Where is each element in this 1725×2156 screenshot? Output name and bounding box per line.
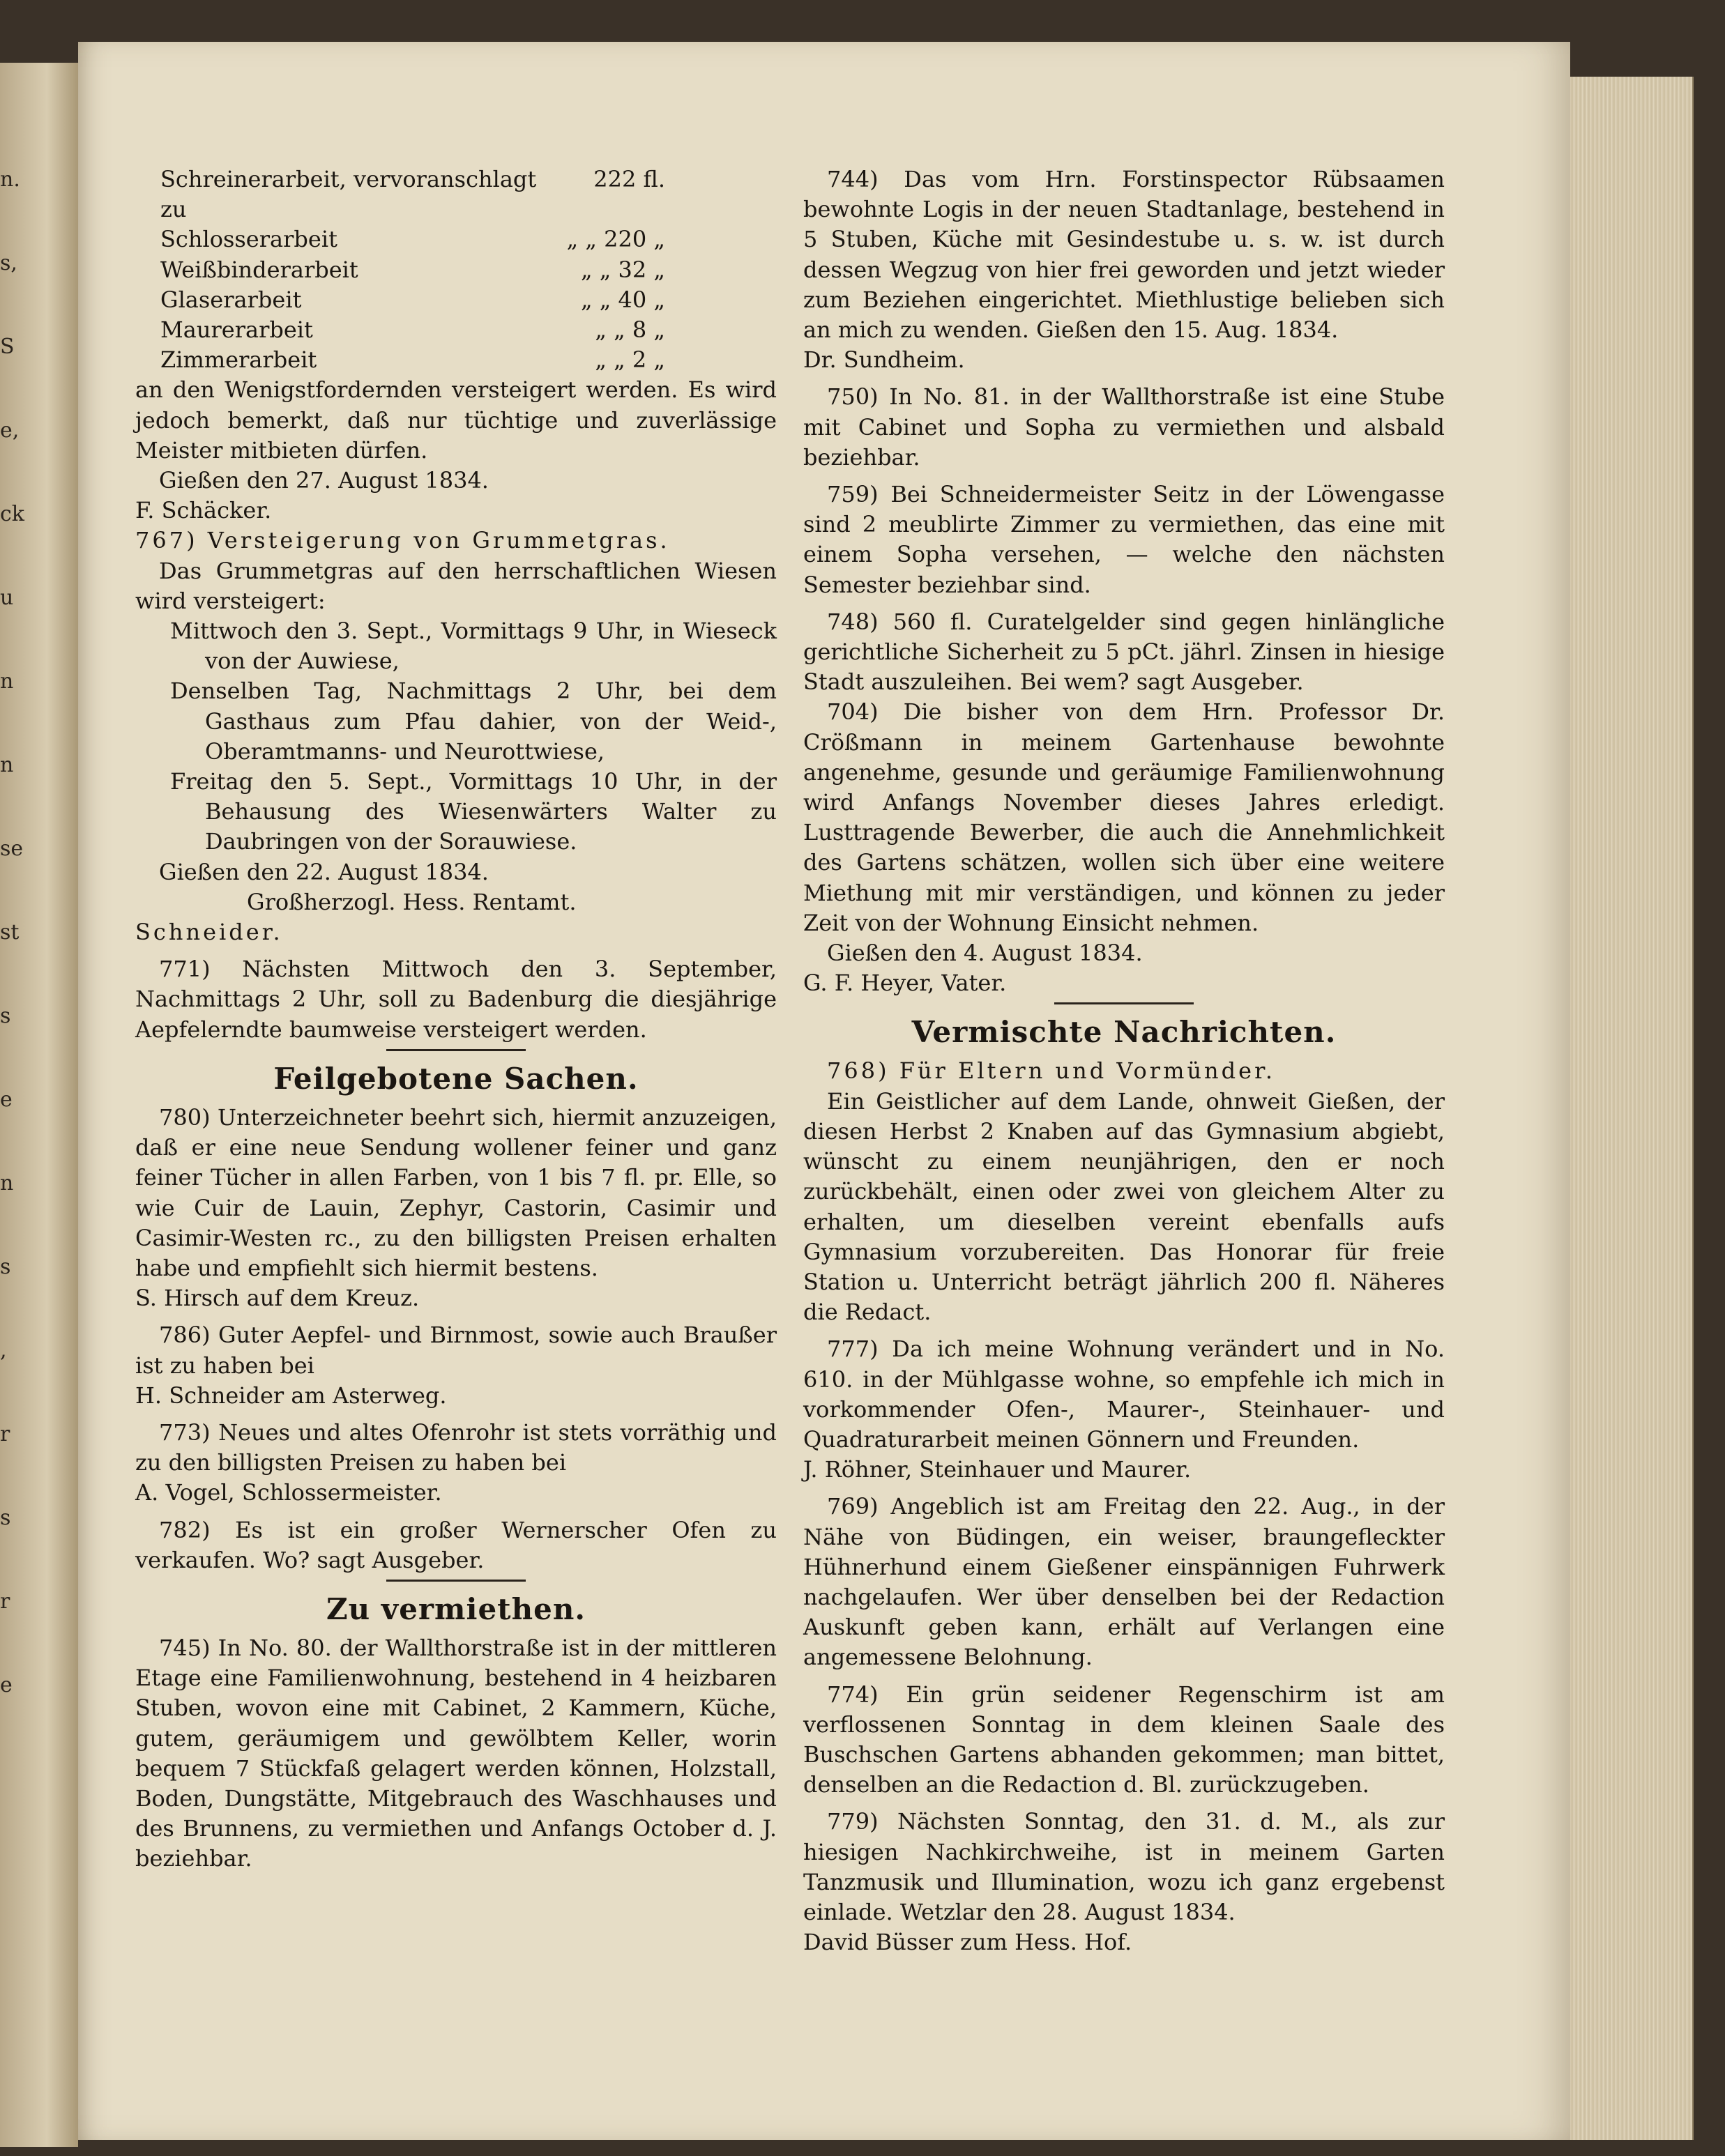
cost-table-row [135, 315, 777, 345]
cost-table-value: „ „ 32 „ [581, 256, 665, 283]
cost-table-item: Glaserarbeit [160, 286, 302, 313]
previous-page-fragment: n [0, 669, 14, 694]
notice-767-signature: Schneider. [135, 919, 283, 946]
cost-table-item: Schlosserarbeit [160, 226, 337, 253]
previous-page-fragment: se [0, 836, 24, 861]
notice-767-intro: Das Grummetgras auf den herrschaftlichen Wiesen wird versteigert: [135, 557, 777, 614]
notice-782: 782) Es ist ein großer Wernerscher Ofen zu verkaufen. Wo? sagt Ausgeber. [135, 1516, 777, 1573]
notice-767-date: Gießen den 22. August 1834. [159, 858, 489, 885]
previous-page-fragment: S [0, 335, 15, 359]
notice-771: 771) Nächsten Mittwoch den 3. September, Nachmittags 2 Uhr, soll zu Badenburg die diesjährige Aepfelerndte baumweise versteigert werden. [135, 956, 777, 1043]
cost-table-value: „ „ 220 „ [566, 226, 665, 253]
notice-767-item: Mittwoch den 3. Sept., Vormittags 9 Uhr, in Wieseck von der Auwiese, [170, 618, 777, 675]
previous-page-fragment: st [0, 920, 20, 945]
notice-786-signature: H. Schneider am Asterweg. [135, 1382, 447, 1409]
heading-zu-vermiethen: Zu vermiethen. [326, 1591, 586, 1626]
previous-page-fragment: r [0, 1589, 10, 1614]
previous-page-text-fragments [0, 63, 78, 2147]
notice-767-item: Freitag den 5. Sept., Vormittags 10 Uhr, in der Behausung des Wiesenwärters Walter zu Daubringen von der Sorauwiese. [170, 768, 777, 855]
cost-table-item: Zimmerarbeit [160, 346, 317, 374]
notice-768: Ein Geistlicher auf dem Lande, ohnweit Gießen, der diesen Herbst 2 Knaben auf das Gymnasium abgiebt, wünscht zu einem neunjährigen, den er noch zurückbehält, einen oder zwei von gleichem Alter zu erhalten, um dieselben vereint ebenfalls aufs Gymnasium vorzubereiten. Das Honorar für freie Station u. Unterricht beträgt jährlich 200 fl. Näheres die Redact. [803, 1087, 1445, 1326]
cost-table-row [135, 285, 777, 315]
previous-page-fragment: e [0, 1087, 13, 1112]
previous-page-fragment: n [0, 1171, 14, 1195]
previous-page-fragment: ck [0, 502, 24, 526]
cost-table-row [135, 255, 777, 285]
notice-767-office: Großherzogl. Hess. Rentamt. [247, 888, 577, 915]
cost-table-value: „ „ 40 „ [581, 286, 665, 313]
cost-table-item: Schreinerarbeit, vervoranschlagt zu [160, 166, 537, 223]
notice-767-item: Denselben Tag, Nachmittags 2 Uhr, bei dem Gasthaus zum Pfau dahier, von der Weid-, Oberamtmanns- und Neurottwiese, [170, 678, 777, 765]
notice-744: 744) Das vom Hrn. Forstinspector Rübsaamen bewohnte Logis in der neuen Stadtanlage, bestehend in 5 Stuben, Küche mit Gesindestube u. s. w. ist durch dessen Wegzug von hier frei geworden und jetzt wieder zum Beziehen eingerichtet. Miethlustige belieben sich an mich zu wenden. Gießen den 15. Aug. 1834. [803, 166, 1445, 344]
previous-page-fragment: s [0, 1506, 11, 1530]
right-column [803, 165, 1445, 1957]
previous-page-fragment: , [0, 1338, 7, 1363]
cost-table-row [135, 224, 777, 254]
notice-704-signature: G. F. Heyer, Vater. [803, 970, 1007, 997]
previous-page-fragment: n. [0, 167, 20, 192]
section-divider [1054, 1002, 1194, 1004]
notice-704: 704) Die bisher von dem Hrn. Professor Dr. Crößmann in meinem Gartenhause bewohnte angenehme, gesunde und geräumige Familienwohnung wird Anfangs November dieses Jahres erledigt. Lusttragende Bewerber, die auch die Annehmlichkeit des Gartens schätzen, wollen sich über eine weitere Miethung mit mir verständigen, und können zu jeder Zeit von der Wohnung Einsicht nehmen. [803, 698, 1445, 936]
notice-773: 773) Neues und altes Ofenrohr ist stets vorräthig und zu den billigsten Preisen zu haben bei [135, 1419, 777, 1476]
cost-table-row [135, 345, 777, 375]
notice-780: 780) Unterzeichneter beehrt sich, hiermit anzuzeigen, daß er eine neue Sendung wollener feiner und ganz feiner Tücher in allen Farben, von 1 bis 7 fl. pr. Elle, so wie Cuir de Lauin, Zephyr, Castorin, Casimir und Casimir-Westen rc., zu den billigsten Preisen erhalten habe und empfiehlt sich hiermit bestens. [135, 1103, 777, 1281]
heading-vermischte-nachrichten: Vermischte Nachrichten. [911, 1015, 1337, 1050]
notice-780-signature: S. Hirsch auf dem Kreuz. [135, 1285, 420, 1312]
notice-773-signature: A. Vogel, Schlossermeister. [135, 1479, 442, 1506]
left-column [135, 165, 777, 1874]
notice-759: 759) Bei Schneidermeister Seitz in der Löwengasse sind 2 meublirte Zimmer zu vermiethen, das eine mit einem Sopha versehen, — welche den nächsten Semester beziehbar sind. [803, 481, 1445, 598]
cost-table-row [135, 165, 777, 224]
notice-774: 774) Ein grün seidener Regenschirm ist am verflossenen Sonntag in dem kleinen Saale des Buschschen Gartens abhanden gekommen; man bittet, denselben an die Redaction d. Bl. zurückzugeben. [803, 1681, 1445, 1798]
notice-779: 779) Nächsten Sonntag, den 31. d. M., als zur hiesigen Nachkirchweihe, ist in meinem Garten Tanzmusik und Illumination, wozu ich ganz ergebenst einlade. Wetzlar den 28. August 1834. [803, 1808, 1445, 1925]
notice-748: 748) 560 fl. Curatelgelder sind gegen hinlängliche gerichtliche Sicherheit zu 5 pCt. jährl. Zinsen in hiesige Stadt auszuleihen. Bei wem? sagt Ausgeber. [803, 608, 1445, 696]
notice-tendering-date: Gießen den 27. August 1834. [159, 467, 489, 494]
previous-page-fragment: e, [0, 418, 20, 443]
notice-744-signature: Dr. Sundheim. [803, 346, 965, 374]
notice-tendering-signature: F. Schäcker. [135, 497, 272, 524]
cost-table-value: „ „ 8 „ [595, 316, 665, 344]
notice-769: 769) Angeblich ist am Freitag den 22. Aug., in der Nähe von Büdingen, ein weiser, braungefleckter Hühnerhund einem Gießener einspännigen Fuhrwerk nachgelaufen. Wer über denselben bei der Redaction Auskunft geben kann, erhält auf Verlangen eine angemessene Belohnung. [803, 1493, 1445, 1671]
previous-page-fragment: n [0, 753, 14, 777]
previous-page-fragment: u [0, 586, 14, 610]
notice-777: 777) Da ich meine Wohnung verändert und in No. 610. in der Mühlgasse wohne, so empfehle ich mich in vorkommender Ofen-, Maurer-, Steinhauer- und Quadraturarbeit meinen Gönnern und Freunden. [803, 1336, 1445, 1453]
section-divider [386, 1049, 526, 1051]
cost-table-item: Maurerarbeit [160, 316, 313, 344]
cost-table-value: „ „ 2 „ [595, 346, 665, 374]
previous-page-fragment: s [0, 1255, 11, 1279]
notice-750: 750) In No. 81. in der Wallthorstraße ist eine Stube mit Cabinet und Sopha zu vermiethen und alsbald beziehbar. [803, 383, 1445, 471]
notice-786: 786) Guter Aepfel- und Birnmost, sowie auch Braußer ist zu haben bei [135, 1322, 777, 1379]
previous-page-fragment: r [0, 1422, 10, 1446]
section-divider [386, 1580, 526, 1582]
notice-tendering-text: an den Wenigstfordernden versteigert werden. Es wird jedoch bemerkt, daß nur tüchtige und zuverlässige Meister mitbieten dürfen. [135, 376, 777, 464]
previous-page-fragment: s, [0, 251, 17, 275]
notice-777-signature: J. Röhner, Steinhauer und Maurer. [803, 1456, 1192, 1483]
cost-estimate-table [135, 165, 777, 375]
cost-table-value: 222 fl. [593, 166, 665, 192]
heading-feilgebotene-sachen: Feilgebotene Sachen. [273, 1061, 639, 1096]
notice-704-date: Gießen den 4. August 1834. [827, 940, 1143, 967]
book-page-stack-edge [1570, 77, 1694, 2140]
previous-page-edge [0, 63, 78, 2147]
notice-779-signature: David Büsser zum Hess. Hof. [803, 1929, 1132, 1956]
previous-page-fragment: s [0, 1004, 11, 1028]
notice-745: 745) In No. 80. der Wallthorstraße ist in der mittleren Etage eine Familienwohnung, bestehend in 4 heizbaren Stuben, wovon eine mit Cabinet, 2 Kammern, Küche, gutem, geräumigem und gewölbtem Keller, worin bequem 7 Stückfaß gelagert werden können, Holzstall, Boden, Dungstätte, Mitgebrauch des Waschhauses und des Brunnens, zu vermiethen und Anfangs October d. J. beziehbar. [135, 1634, 777, 1872]
notice-767-title: 767) Versteigerung von Grummetgras. [135, 527, 670, 554]
previous-page-fragment: e [0, 1673, 13, 1697]
notice-768-title: 768) Für Eltern und Vormünder. [827, 1057, 1276, 1085]
cost-table-item: Weißbinderarbeit [160, 256, 358, 283]
